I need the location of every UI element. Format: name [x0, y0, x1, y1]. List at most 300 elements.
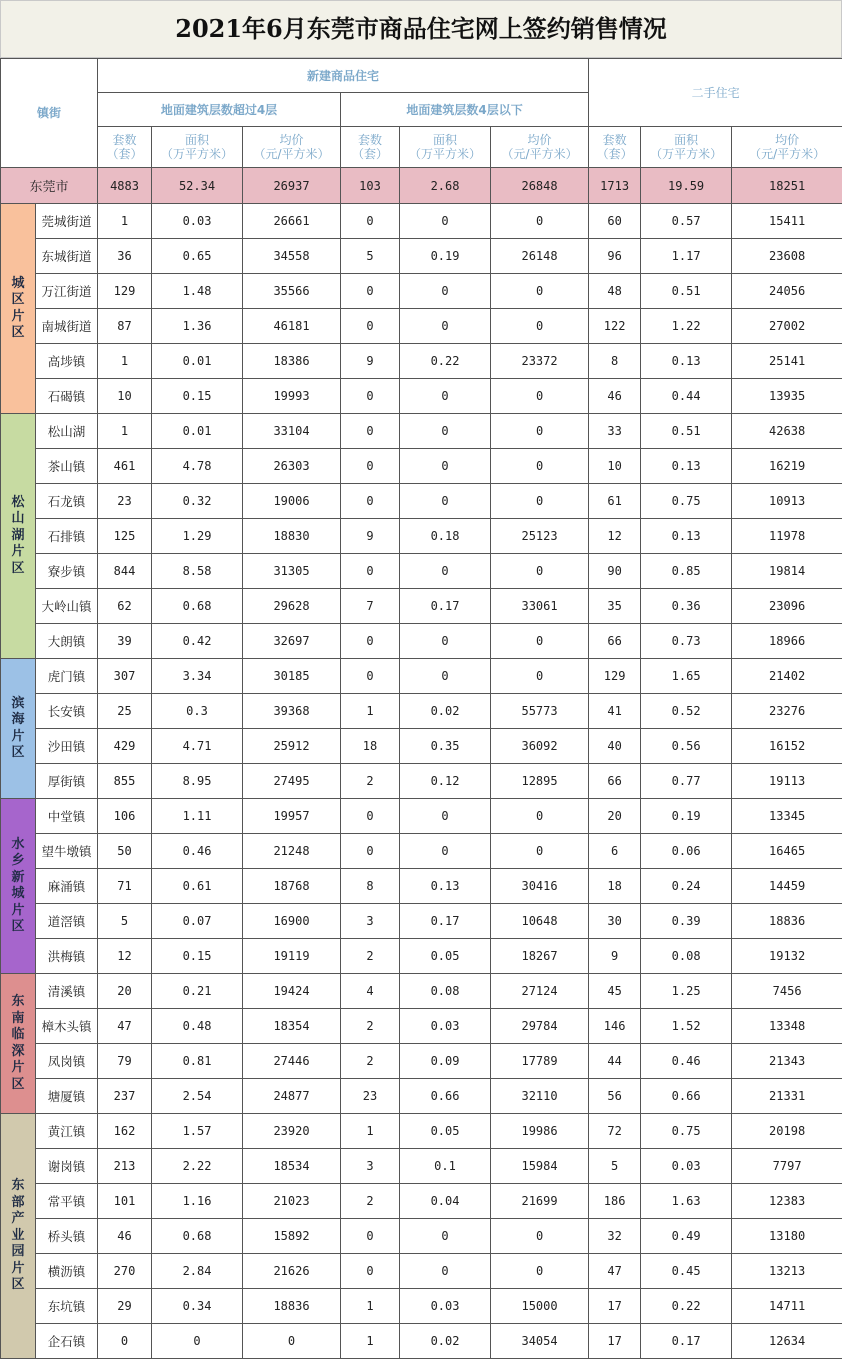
second-hand-header: 二手住宅	[589, 59, 842, 127]
town-name: 樟木头镇	[36, 1009, 98, 1044]
cell-value: 0.03	[400, 1289, 491, 1324]
cell-value: 9	[341, 344, 400, 379]
cell-value: 0	[341, 554, 400, 589]
cell-value: 0.66	[400, 1079, 491, 1114]
cell-value: 1.52	[641, 1009, 732, 1044]
cell-value: 0	[400, 799, 491, 834]
cell-value: 0	[400, 484, 491, 519]
total-value: 4883	[98, 168, 152, 204]
price-column-header: 均价 （元/平方米）	[243, 127, 341, 168]
cell-value: 19814	[732, 554, 842, 589]
cell-value: 0.68	[152, 1219, 243, 1254]
cell-value: 0	[400, 659, 491, 694]
town-name: 东城街道	[36, 239, 98, 274]
table-row	[1, 1009, 842, 1044]
cell-value: 0	[491, 414, 589, 449]
cell-value: 1	[98, 204, 152, 239]
table-row	[1, 1254, 842, 1289]
cell-value: 29	[98, 1289, 152, 1324]
cell-value: 33061	[491, 589, 589, 624]
cell-value: 0	[491, 834, 589, 869]
cell-value: 18386	[243, 344, 341, 379]
cell-value: 5	[589, 1149, 641, 1184]
table-row	[1, 1149, 842, 1184]
cell-value: 9	[341, 519, 400, 554]
table-row	[1, 624, 842, 659]
cell-value: 0.65	[152, 239, 243, 274]
table-row	[1, 1289, 842, 1324]
cell-value: 0	[400, 1219, 491, 1254]
cell-value: 0.08	[641, 939, 732, 974]
total-value: 26937	[243, 168, 341, 204]
cell-value: 0.42	[152, 624, 243, 659]
cell-value: 0	[341, 1254, 400, 1289]
table-row	[1, 764, 842, 799]
cell-value: 0	[341, 624, 400, 659]
town-name: 道滘镇	[36, 904, 98, 939]
city-total-row	[1, 168, 842, 204]
cell-value: 18	[589, 869, 641, 904]
cell-value: 1	[341, 1114, 400, 1149]
cell-value: 1.11	[152, 799, 243, 834]
cell-value: 24877	[243, 1079, 341, 1114]
town-name: 黄江镇	[36, 1114, 98, 1149]
cell-value: 0.04	[400, 1184, 491, 1219]
area-column-header: 面积 （万平方米）	[400, 127, 491, 168]
cell-value: 186	[589, 1184, 641, 1219]
cell-value: 0	[400, 274, 491, 309]
cell-value: 46	[589, 379, 641, 414]
table-row	[1, 344, 842, 379]
cell-value: 23276	[732, 694, 842, 729]
cell-value: 23608	[732, 239, 842, 274]
cell-value: 146	[589, 1009, 641, 1044]
cell-value: 0.32	[152, 484, 243, 519]
cell-value: 21023	[243, 1184, 341, 1219]
cell-value: 23	[98, 484, 152, 519]
cell-value: 13348	[732, 1009, 842, 1044]
cell-value: 16465	[732, 834, 842, 869]
cell-value: 0.15	[152, 379, 243, 414]
cell-value: 0	[491, 379, 589, 414]
cell-value: 24056	[732, 274, 842, 309]
units-column-header: 套数 （套）	[341, 127, 400, 168]
cell-value: 0.35	[400, 729, 491, 764]
cell-value: 25	[98, 694, 152, 729]
total-value: 103	[341, 168, 400, 204]
cell-value: 30	[589, 904, 641, 939]
cell-value: 237	[98, 1079, 152, 1114]
cell-value: 1.48	[152, 274, 243, 309]
district-label: 水乡新城片区	[1, 799, 36, 974]
cell-value: 26148	[491, 239, 589, 274]
cell-value: 0.19	[400, 239, 491, 274]
cell-value: 16900	[243, 904, 341, 939]
cell-value: 0	[341, 449, 400, 484]
cell-value: 0.15	[152, 939, 243, 974]
cell-value: 29628	[243, 589, 341, 624]
cell-value: 1	[341, 1289, 400, 1324]
town-name: 谢岗镇	[36, 1149, 98, 1184]
cell-value: 0	[491, 659, 589, 694]
cell-value: 18966	[732, 624, 842, 659]
cell-value: 66	[589, 624, 641, 659]
cell-value: 72	[589, 1114, 641, 1149]
cell-value: 29784	[491, 1009, 589, 1044]
cell-value: 0	[341, 1219, 400, 1254]
cell-value: 90	[589, 554, 641, 589]
cell-value: 30185	[243, 659, 341, 694]
cell-value: 461	[98, 449, 152, 484]
cell-value: 0.09	[400, 1044, 491, 1079]
town-name: 南城街道	[36, 309, 98, 344]
cell-value: 33104	[243, 414, 341, 449]
cell-value: 0.13	[400, 869, 491, 904]
table-row	[1, 1114, 842, 1149]
cell-value: 122	[589, 309, 641, 344]
area-column-header: 面积 （万平方米）	[641, 127, 732, 168]
table-row	[1, 1079, 842, 1114]
cell-value: 0.19	[641, 799, 732, 834]
cell-value: 42638	[732, 414, 842, 449]
cell-value: 19132	[732, 939, 842, 974]
table-row	[1, 939, 842, 974]
cell-value: 1.65	[641, 659, 732, 694]
table-row	[1, 589, 842, 624]
cell-value: 101	[98, 1184, 152, 1219]
cell-value: 62	[98, 589, 152, 624]
cell-value: 18768	[243, 869, 341, 904]
district-label: 东南临深片区	[1, 974, 36, 1114]
cell-value: 21248	[243, 834, 341, 869]
table-row	[1, 1044, 842, 1079]
cell-value: 12895	[491, 764, 589, 799]
table-row	[1, 274, 842, 309]
cell-value: 0.03	[400, 1009, 491, 1044]
cell-value: 27002	[732, 309, 842, 344]
town-name: 莞城街道	[36, 204, 98, 239]
cell-value: 39368	[243, 694, 341, 729]
cell-value: 21402	[732, 659, 842, 694]
table-row	[1, 659, 842, 694]
cell-value: 2	[341, 764, 400, 799]
cell-value: 0	[491, 204, 589, 239]
town-name: 虎门镇	[36, 659, 98, 694]
cell-value: 15892	[243, 1219, 341, 1254]
cell-value: 14459	[732, 869, 842, 904]
cell-value: 0.75	[641, 484, 732, 519]
cell-value: 0.56	[641, 729, 732, 764]
cell-value: 2	[341, 1009, 400, 1044]
below-4-floors-header: 地面建筑层数4层以下	[341, 93, 589, 127]
cell-value: 106	[98, 799, 152, 834]
town-name: 长安镇	[36, 694, 98, 729]
cell-value: 0	[400, 449, 491, 484]
cell-value: 25123	[491, 519, 589, 554]
town-name: 凤岗镇	[36, 1044, 98, 1079]
cell-value: 0.68	[152, 589, 243, 624]
cell-value: 13180	[732, 1219, 842, 1254]
town-name: 横沥镇	[36, 1254, 98, 1289]
cell-value: 21626	[243, 1254, 341, 1289]
cell-value: 15411	[732, 204, 842, 239]
cell-value: 20198	[732, 1114, 842, 1149]
sales-table	[0, 58, 842, 1359]
cell-value: 47	[98, 1009, 152, 1044]
cell-value: 21331	[732, 1079, 842, 1114]
cell-value: 0.02	[400, 1324, 491, 1359]
cell-value: 50	[98, 834, 152, 869]
cell-value: 6	[589, 834, 641, 869]
cell-value: 0.49	[641, 1219, 732, 1254]
cell-value: 1.63	[641, 1184, 732, 1219]
table-row	[1, 414, 842, 449]
cell-value: 60	[589, 204, 641, 239]
cell-value: 0.66	[641, 1079, 732, 1114]
cell-value: 66	[589, 764, 641, 799]
cell-value: 44	[589, 1044, 641, 1079]
table-row	[1, 519, 842, 554]
cell-value: 162	[98, 1114, 152, 1149]
cell-value: 1.16	[152, 1184, 243, 1219]
cell-value: 8	[589, 344, 641, 379]
cell-value: 0.02	[400, 694, 491, 729]
cell-value: 0.21	[152, 974, 243, 1009]
cell-value: 1.22	[641, 309, 732, 344]
cell-value: 17	[589, 1289, 641, 1324]
district-label: 东部产业园片区	[1, 1114, 36, 1359]
cell-value: 0.03	[152, 204, 243, 239]
cell-value: 7456	[732, 974, 842, 1009]
total-value: 26848	[491, 168, 589, 204]
cell-value: 0.39	[641, 904, 732, 939]
cell-value: 0	[341, 414, 400, 449]
town-name: 桥头镇	[36, 1219, 98, 1254]
district-label: 城区片区	[1, 204, 36, 414]
cell-value: 23	[341, 1079, 400, 1114]
cell-value: 0	[491, 274, 589, 309]
cell-value: 26661	[243, 204, 341, 239]
cell-value: 7	[341, 589, 400, 624]
cell-value: 18267	[491, 939, 589, 974]
town-name: 清溪镇	[36, 974, 98, 1009]
cell-value: 23372	[491, 344, 589, 379]
cell-value: 0.75	[641, 1114, 732, 1149]
cell-value: 0	[491, 449, 589, 484]
cell-value: 4	[341, 974, 400, 1009]
cell-value: 19424	[243, 974, 341, 1009]
cell-value: 34558	[243, 239, 341, 274]
cell-value: 5	[98, 904, 152, 939]
cell-value: 18830	[243, 519, 341, 554]
page-title: 2021年6月东莞市商品住宅网上签约销售情况	[0, 0, 842, 58]
cell-value: 8	[341, 869, 400, 904]
town-name: 石排镇	[36, 519, 98, 554]
cell-value: 34054	[491, 1324, 589, 1359]
cell-value: 17	[589, 1324, 641, 1359]
cell-value: 1	[341, 694, 400, 729]
cell-value: 0	[400, 554, 491, 589]
cell-value: 19006	[243, 484, 341, 519]
cell-value: 0.57	[641, 204, 732, 239]
cell-value: 15984	[491, 1149, 589, 1184]
town-name: 大岭山镇	[36, 589, 98, 624]
cell-value: 0	[491, 799, 589, 834]
cell-value: 0.13	[641, 519, 732, 554]
cell-value: 0.22	[400, 344, 491, 379]
cell-value: 20	[589, 799, 641, 834]
cell-value: 1.17	[641, 239, 732, 274]
cell-value: 0	[341, 274, 400, 309]
cell-value: 0.44	[641, 379, 732, 414]
cell-value: 2.54	[152, 1079, 243, 1114]
cell-value: 0	[152, 1324, 243, 1359]
cell-value: 2.22	[152, 1149, 243, 1184]
district-label: 松山湖片区	[1, 414, 36, 659]
cell-value: 0	[341, 834, 400, 869]
cell-value: 21699	[491, 1184, 589, 1219]
cell-value: 4.71	[152, 729, 243, 764]
cell-value: 0.18	[400, 519, 491, 554]
cell-value: 270	[98, 1254, 152, 1289]
table-row	[1, 869, 842, 904]
cell-value: 32	[589, 1219, 641, 1254]
cell-value: 25141	[732, 344, 842, 379]
cell-value: 1.36	[152, 309, 243, 344]
table-row	[1, 834, 842, 869]
cell-value: 12383	[732, 1184, 842, 1219]
cell-value: 0	[98, 1324, 152, 1359]
cell-value: 0.85	[641, 554, 732, 589]
cell-value: 10	[98, 379, 152, 414]
cell-value: 0.13	[641, 449, 732, 484]
area-column-header: 面积 （万平方米）	[152, 127, 243, 168]
cell-value: 1	[341, 1324, 400, 1359]
cell-value: 0	[400, 1254, 491, 1289]
cell-value: 0	[341, 379, 400, 414]
cell-value: 27124	[491, 974, 589, 1009]
cell-value: 7797	[732, 1149, 842, 1184]
table-row	[1, 1219, 842, 1254]
cell-value: 0.46	[152, 834, 243, 869]
cell-value: 2.84	[152, 1254, 243, 1289]
cell-value: 14711	[732, 1289, 842, 1324]
table-row	[1, 729, 842, 764]
district-rows	[1, 204, 842, 1359]
price-column-header: 均价 （元/平方米）	[732, 127, 842, 168]
cell-value: 35566	[243, 274, 341, 309]
town-column-header: 镇街	[1, 59, 98, 168]
town-name: 沙田镇	[36, 729, 98, 764]
town-name: 麻涌镇	[36, 869, 98, 904]
cell-value: 16152	[732, 729, 842, 764]
cell-value: 0.05	[400, 1114, 491, 1149]
cell-value: 96	[589, 239, 641, 274]
cell-value: 61	[589, 484, 641, 519]
town-name: 东坑镇	[36, 1289, 98, 1324]
cell-value: 33	[589, 414, 641, 449]
cell-value: 31305	[243, 554, 341, 589]
cell-value: 19113	[732, 764, 842, 799]
cell-value: 15000	[491, 1289, 589, 1324]
town-name: 望牛墩镇	[36, 834, 98, 869]
cell-value: 2	[341, 1184, 400, 1219]
cell-value: 1	[98, 414, 152, 449]
district-label: 滨海片区	[1, 659, 36, 799]
cell-value: 12634	[732, 1324, 842, 1359]
table-row	[1, 1184, 842, 1219]
new-housing-header: 新建商品住宅	[98, 59, 589, 93]
cell-value: 87	[98, 309, 152, 344]
cell-value: 844	[98, 554, 152, 589]
town-name: 石龙镇	[36, 484, 98, 519]
table-row	[1, 449, 842, 484]
cell-value: 46	[98, 1219, 152, 1254]
town-name: 企石镇	[36, 1324, 98, 1359]
cell-value: 0	[400, 624, 491, 659]
cell-value: 8.58	[152, 554, 243, 589]
cell-value: 8.95	[152, 764, 243, 799]
cell-value: 0	[491, 484, 589, 519]
cell-value: 13213	[732, 1254, 842, 1289]
table-row	[1, 904, 842, 939]
town-name: 洪梅镇	[36, 939, 98, 974]
cell-value: 0.51	[641, 414, 732, 449]
cell-value: 79	[98, 1044, 152, 1079]
cell-value: 0.52	[641, 694, 732, 729]
cell-value: 0	[400, 834, 491, 869]
cell-value: 40	[589, 729, 641, 764]
cell-value: 0	[243, 1324, 341, 1359]
cell-value: 0.22	[641, 1289, 732, 1324]
table-row	[1, 484, 842, 519]
cell-value: 3	[341, 904, 400, 939]
cell-value: 48	[589, 274, 641, 309]
cell-value: 71	[98, 869, 152, 904]
cell-value: 23920	[243, 1114, 341, 1149]
cell-value: 213	[98, 1149, 152, 1184]
cell-value: 35	[589, 589, 641, 624]
cell-value: 0.3	[152, 694, 243, 729]
cell-value: 13935	[732, 379, 842, 414]
table-row	[1, 799, 842, 834]
cell-value: 3	[341, 1149, 400, 1184]
cell-value: 16219	[732, 449, 842, 484]
cell-value: 19993	[243, 379, 341, 414]
cell-value: 17789	[491, 1044, 589, 1079]
cell-value: 25912	[243, 729, 341, 764]
cell-value: 47	[589, 1254, 641, 1289]
cell-value: 0.08	[400, 974, 491, 1009]
cell-value: 0.46	[641, 1044, 732, 1079]
cell-value: 18836	[732, 904, 842, 939]
cell-value: 11978	[732, 519, 842, 554]
cell-value: 41	[589, 694, 641, 729]
table-row	[1, 554, 842, 589]
cell-value: 855	[98, 764, 152, 799]
cell-value: 0.81	[152, 1044, 243, 1079]
town-name: 常平镇	[36, 1184, 98, 1219]
cell-value: 0.01	[152, 344, 243, 379]
cell-value: 56	[589, 1079, 641, 1114]
price-column-header: 均价 （元/平方米）	[491, 127, 589, 168]
table-row	[1, 204, 842, 239]
cell-value: 0.45	[641, 1254, 732, 1289]
cell-value: 0.05	[400, 939, 491, 974]
cell-value: 0.17	[641, 1324, 732, 1359]
cell-value: 19119	[243, 939, 341, 974]
total-value: 1713	[589, 168, 641, 204]
